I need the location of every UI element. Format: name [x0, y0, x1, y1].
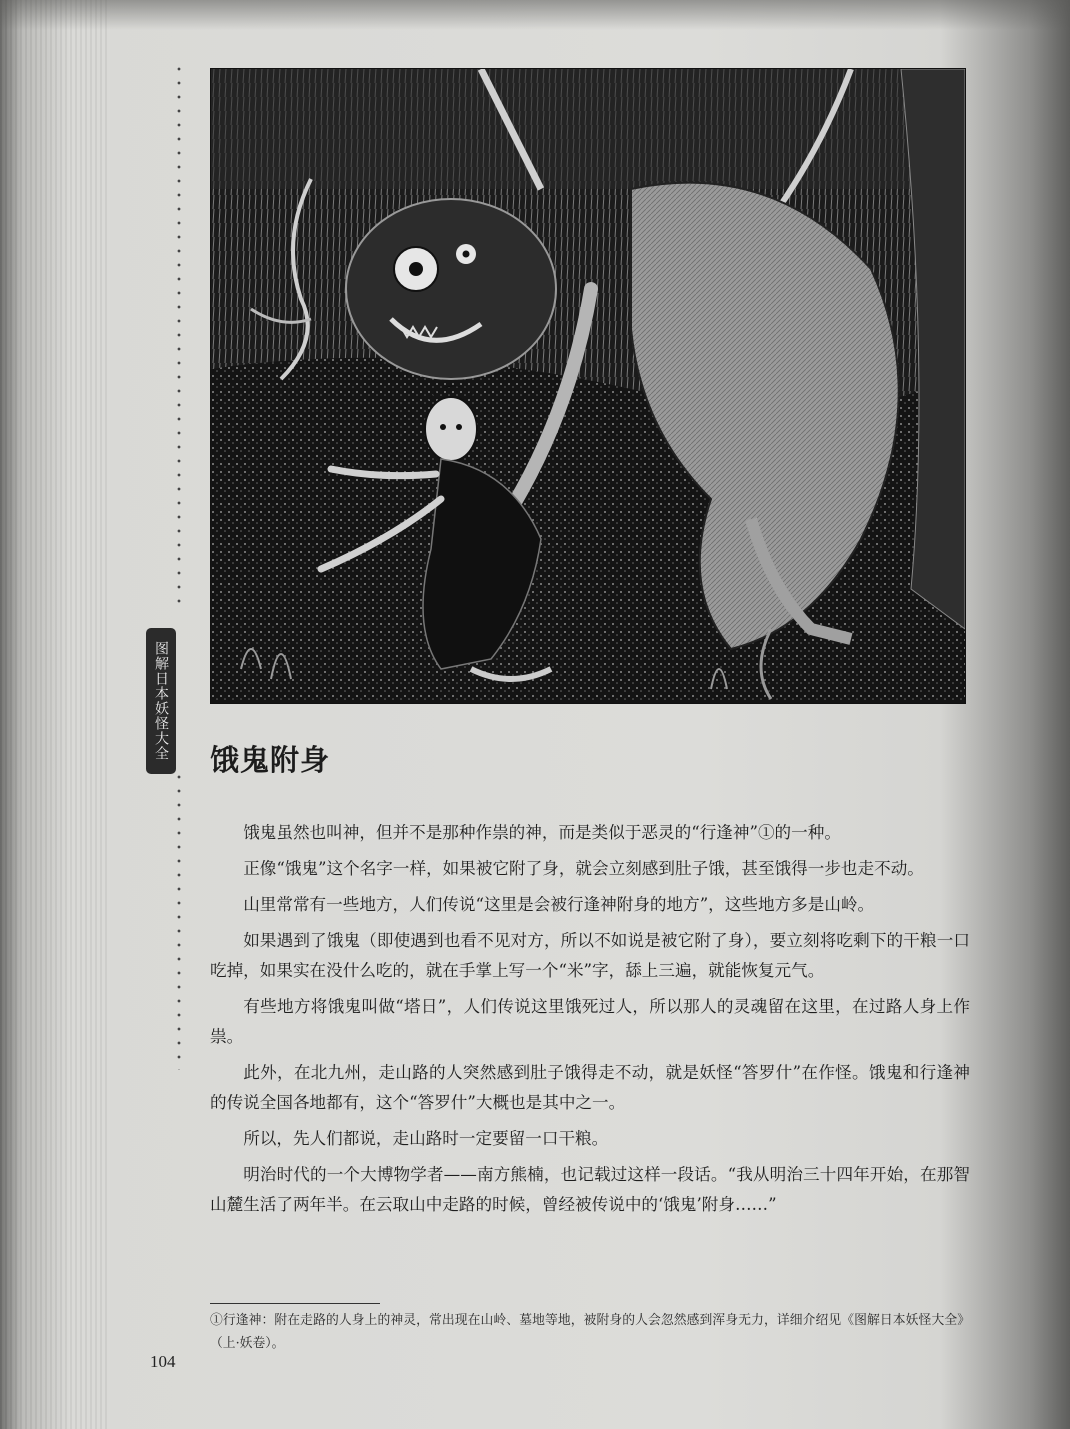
footnote-divider — [210, 1303, 380, 1304]
paragraph: 正像“饿鬼”这个名字一样，如果被它附了身，就会立刻感到肚子饿，甚至饿得一步也走不动。 — [243, 859, 924, 878]
article-title: 饿鬼附身 — [210, 743, 331, 777]
paragraph: 明治时代的一个大博物学者——南方熊楠，也记载过这样一段话。“我从明治三十四年开始，在那智山麓生活了两年半。在云取山中走路的时候，曾经被传说中的‘饿鬼’附身……” — [210, 1165, 970, 1214]
page-shadow — [0, 0, 1070, 30]
book-title-label: 图解日本妖怪大全 — [153, 641, 169, 761]
paragraph: 所以，先人们都说，走山路时一定要留一口干粮。 — [243, 1129, 609, 1148]
paragraph: 饿鬼虽然也叫神，但并不是那种作祟的神，而是类似于恶灵的“行逢神”①的一种。 — [243, 823, 841, 842]
dotted-margin-line — [177, 62, 181, 607]
woodcut-illustration — [210, 68, 966, 704]
illustration-drawing — [211, 69, 965, 703]
dotted-margin-line — [177, 770, 181, 1070]
article-body — [210, 818, 970, 1226]
paragraph: 如果遇到了饿鬼（即使遇到也看不见对方，所以不如说是被它附了身），要立刻将吃剩下的干粮一口吃掉，如果实在没什么吃的，就在手掌上写一个“米”字，舔上三遍，就能恢复元气。 — [210, 931, 970, 980]
paragraph: 有些地方将饿鬼叫做“塔日”，人们传说这里饿死过人，所以那人的灵魂留在这里，在过路人身上作祟。 — [210, 997, 970, 1046]
page-gutter — [0, 0, 110, 1429]
footnote: ①行逢神：附在走路的人身上的神灵，常出现在山岭、墓地等地，被附身的人会忽然感到浑身无力，详细介绍见《图解日本妖怪大全》（上·妖卷）。 — [210, 1313, 970, 1351]
paragraph: 山里常常有一些地方，人们传说“这里是会被行逢神附身的地方”，这些地方多是山岭。 — [243, 895, 875, 914]
page-number: 104 — [150, 1352, 176, 1371]
book-title-side-tab — [146, 628, 176, 774]
paragraph: 此外，在北九州，走山路的人突然感到肚子饿得走不动，就是妖怪“答罗什”在作怪。饿鬼和行逢神的传说全国各地都有，这个“答罗什”大概也是其中之一。 — [210, 1063, 970, 1112]
